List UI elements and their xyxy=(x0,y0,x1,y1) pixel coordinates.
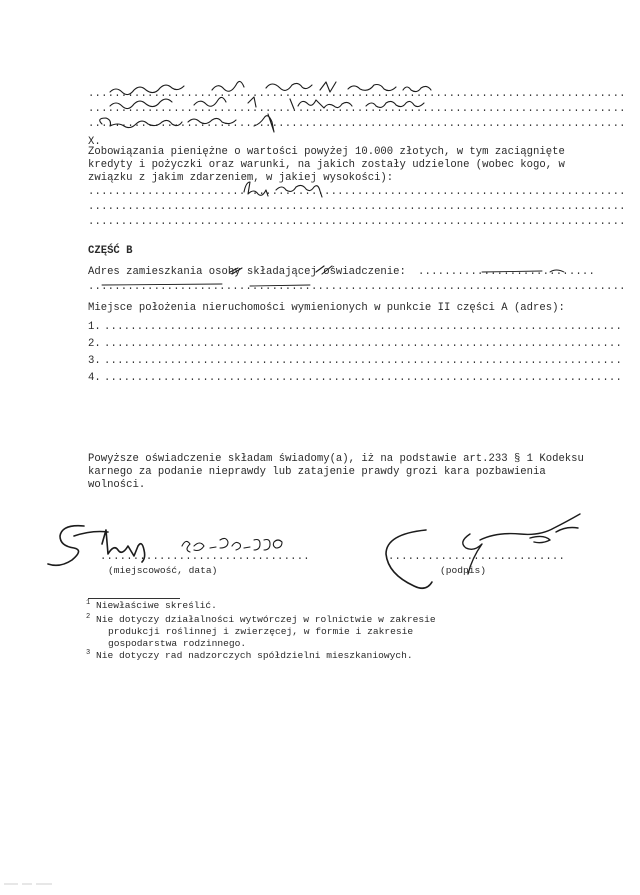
declaration-line: Powyższe oświadczenie składam świadomy(a), iż na podstawie art.233 § 1 Kodeksu xyxy=(88,453,584,465)
address-label: Adres zamieszkania osoby składającej oświadczenie: xyxy=(88,266,406,278)
property-item-number: 3. xyxy=(88,355,101,367)
dotted-line: .................................................................................. xyxy=(88,201,626,213)
footnote-2-continuation: produkcji roślinnej i zwierzęcej, w formie i zakresie xyxy=(108,626,414,637)
dotted-line: ........................... xyxy=(418,266,596,278)
section-x-text-line: kredyty i pożyczki oraz warunki, na jakich zostały udzielone (wobec kogo, w xyxy=(88,159,565,171)
dotted-line: ............................................................................... xyxy=(104,321,623,333)
section-x-number: X. xyxy=(88,136,101,148)
footnote-marker: 2 xyxy=(86,612,91,621)
footnote-marker: 3 xyxy=(86,648,91,657)
footnote-text: Nie dotyczy rad nadzorczych spółdzielni mieszkaniowych. xyxy=(95,650,413,661)
scan-edge-artifact xyxy=(0,870,90,890)
footnote-text: Niewłaściwe skreślić. xyxy=(95,600,217,611)
dotted-line: ............................................................................... xyxy=(104,338,623,350)
dotted-line: .................................................................................. xyxy=(88,216,626,228)
signature-caption: (podpis) xyxy=(440,565,487,576)
section-x-text-line: Zobowiązania pieniężne o wartości powyżej 10.000 złotych, w tym zaciągnięte xyxy=(88,146,565,158)
section-x-text-line: związku z jakim zdarzeniem, w jakiej wysokości): xyxy=(88,172,394,184)
part-b-heading: CZĘŚĆ B xyxy=(88,245,133,257)
footnote-2-continuation: gospodarstwa rodzinnego. xyxy=(108,638,247,649)
footnote-text: Nie dotyczy działalności wytwórczej w rolnictwie w zakresie xyxy=(95,614,436,625)
dotted-line: ............................................................................... xyxy=(104,355,623,367)
declaration-line: karnego za podanie nieprawdy lub zatajenie prawdy grozi kara pozbawienia xyxy=(88,466,546,478)
dotted-line: .................................................................................. xyxy=(88,103,626,115)
dotted-line: .................................................................................. xyxy=(88,186,626,198)
dotted-line: .................................................................................. xyxy=(88,88,626,100)
property-item-number: 2. xyxy=(88,338,101,350)
property-label: Miejsce położenia nieruchomości wymienionych w punkcie II części A (adres): xyxy=(88,302,565,314)
dotted-line: ............................................................................... xyxy=(104,372,623,384)
place-date-dotted-line: ................................ xyxy=(100,551,310,563)
footnote-2 xyxy=(86,614,436,626)
property-item-number: 1. xyxy=(88,321,101,333)
footnote-marker: 1 xyxy=(86,598,91,607)
dotted-line: .................................................................................. xyxy=(88,281,626,293)
footnote-3 xyxy=(86,650,413,662)
dotted-line: .................................................................................. xyxy=(88,118,626,130)
signature-dotted-line: ........................... xyxy=(388,551,566,563)
place-date-caption: (miejscowość, data) xyxy=(108,565,218,576)
footnote-1 xyxy=(86,600,217,612)
property-item-number: 4. xyxy=(88,372,101,384)
declaration-line: wolności. xyxy=(88,479,146,491)
footnote-separator xyxy=(88,598,180,599)
